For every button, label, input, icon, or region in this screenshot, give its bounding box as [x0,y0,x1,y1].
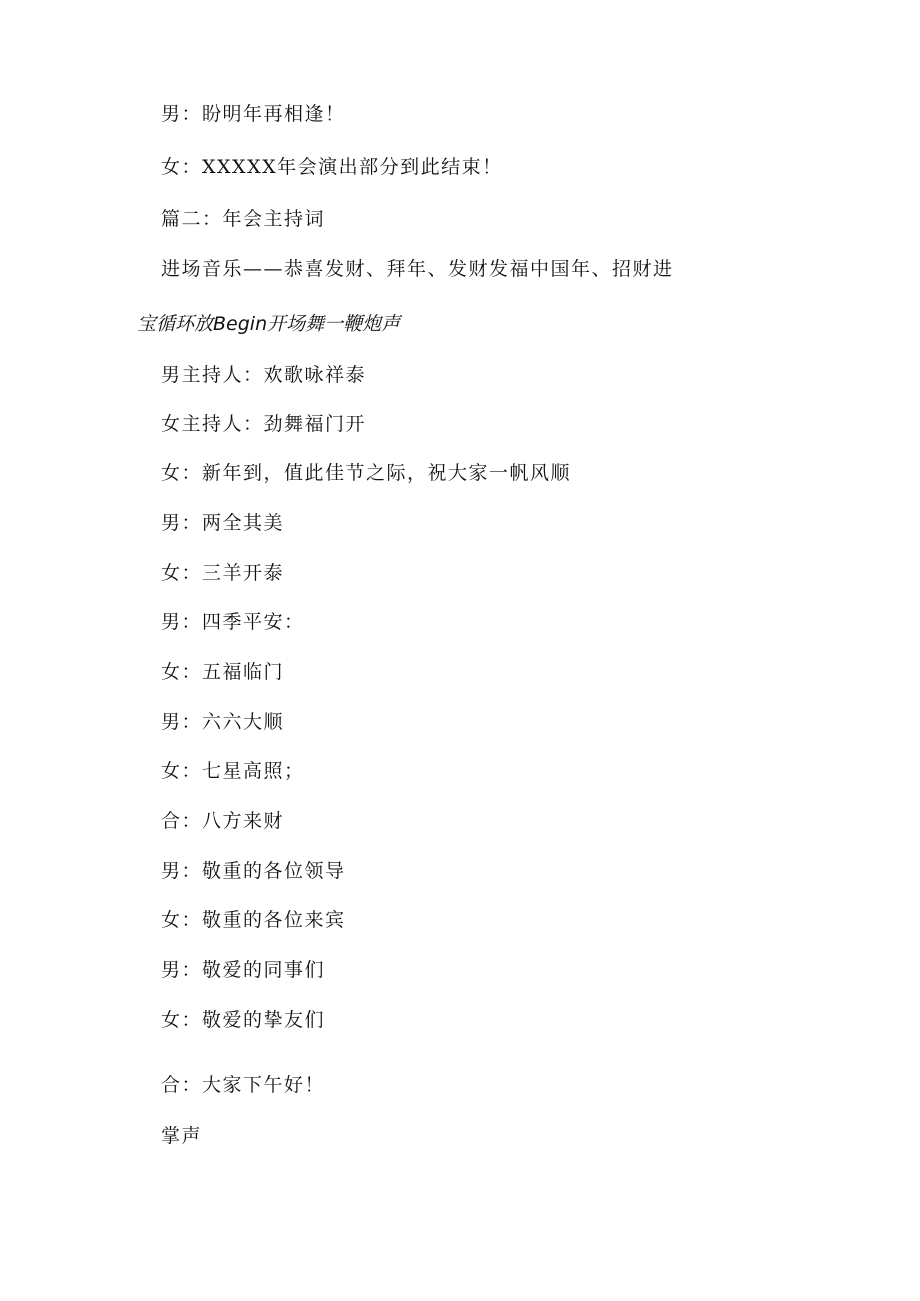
script-line: 男：四季平安： [161,611,305,633]
script-line: 合：大家下午好！ [161,1074,326,1096]
script-line: 女：七星高照； [161,760,305,782]
script-line: 女：敬爱的挚友们 [161,1009,326,1031]
script-line: 进场音乐——恭喜发财、拜年、发财发福中国年、招财进 [161,258,674,280]
script-line: 掌声 [161,1125,203,1147]
section-heading: 篇二：年会主持词 [161,208,326,230]
script-line: 男：六六大顺 [161,711,285,733]
script-line: 男：敬爱的同事们 [161,959,326,981]
script-line: 男：两全其美 [161,512,285,534]
script-line: 女：新年到，值此佳节之际，祝大家一帆风顺 [161,462,572,484]
script-line: 女主持人：劲舞福门开 [161,413,367,435]
script-line: 合：八方来财 [161,810,285,832]
script-line: 女：三羊开泰 [161,562,285,584]
script-line: 宝循环放Begin开场舞一鞭炮声 [137,313,401,335]
script-line: 男：盼明年再相逢！ [161,103,346,125]
script-line: 男：敬重的各位领导 [161,860,346,882]
script-line: 男主持人：欢歌咏祥泰 [161,364,367,386]
script-line: 女：五福临门 [161,661,285,683]
script-line: 女：敬重的各位来宾 [161,909,346,931]
script-line: 女：XXXXX年会演出部分到此结束！ [161,156,503,178]
